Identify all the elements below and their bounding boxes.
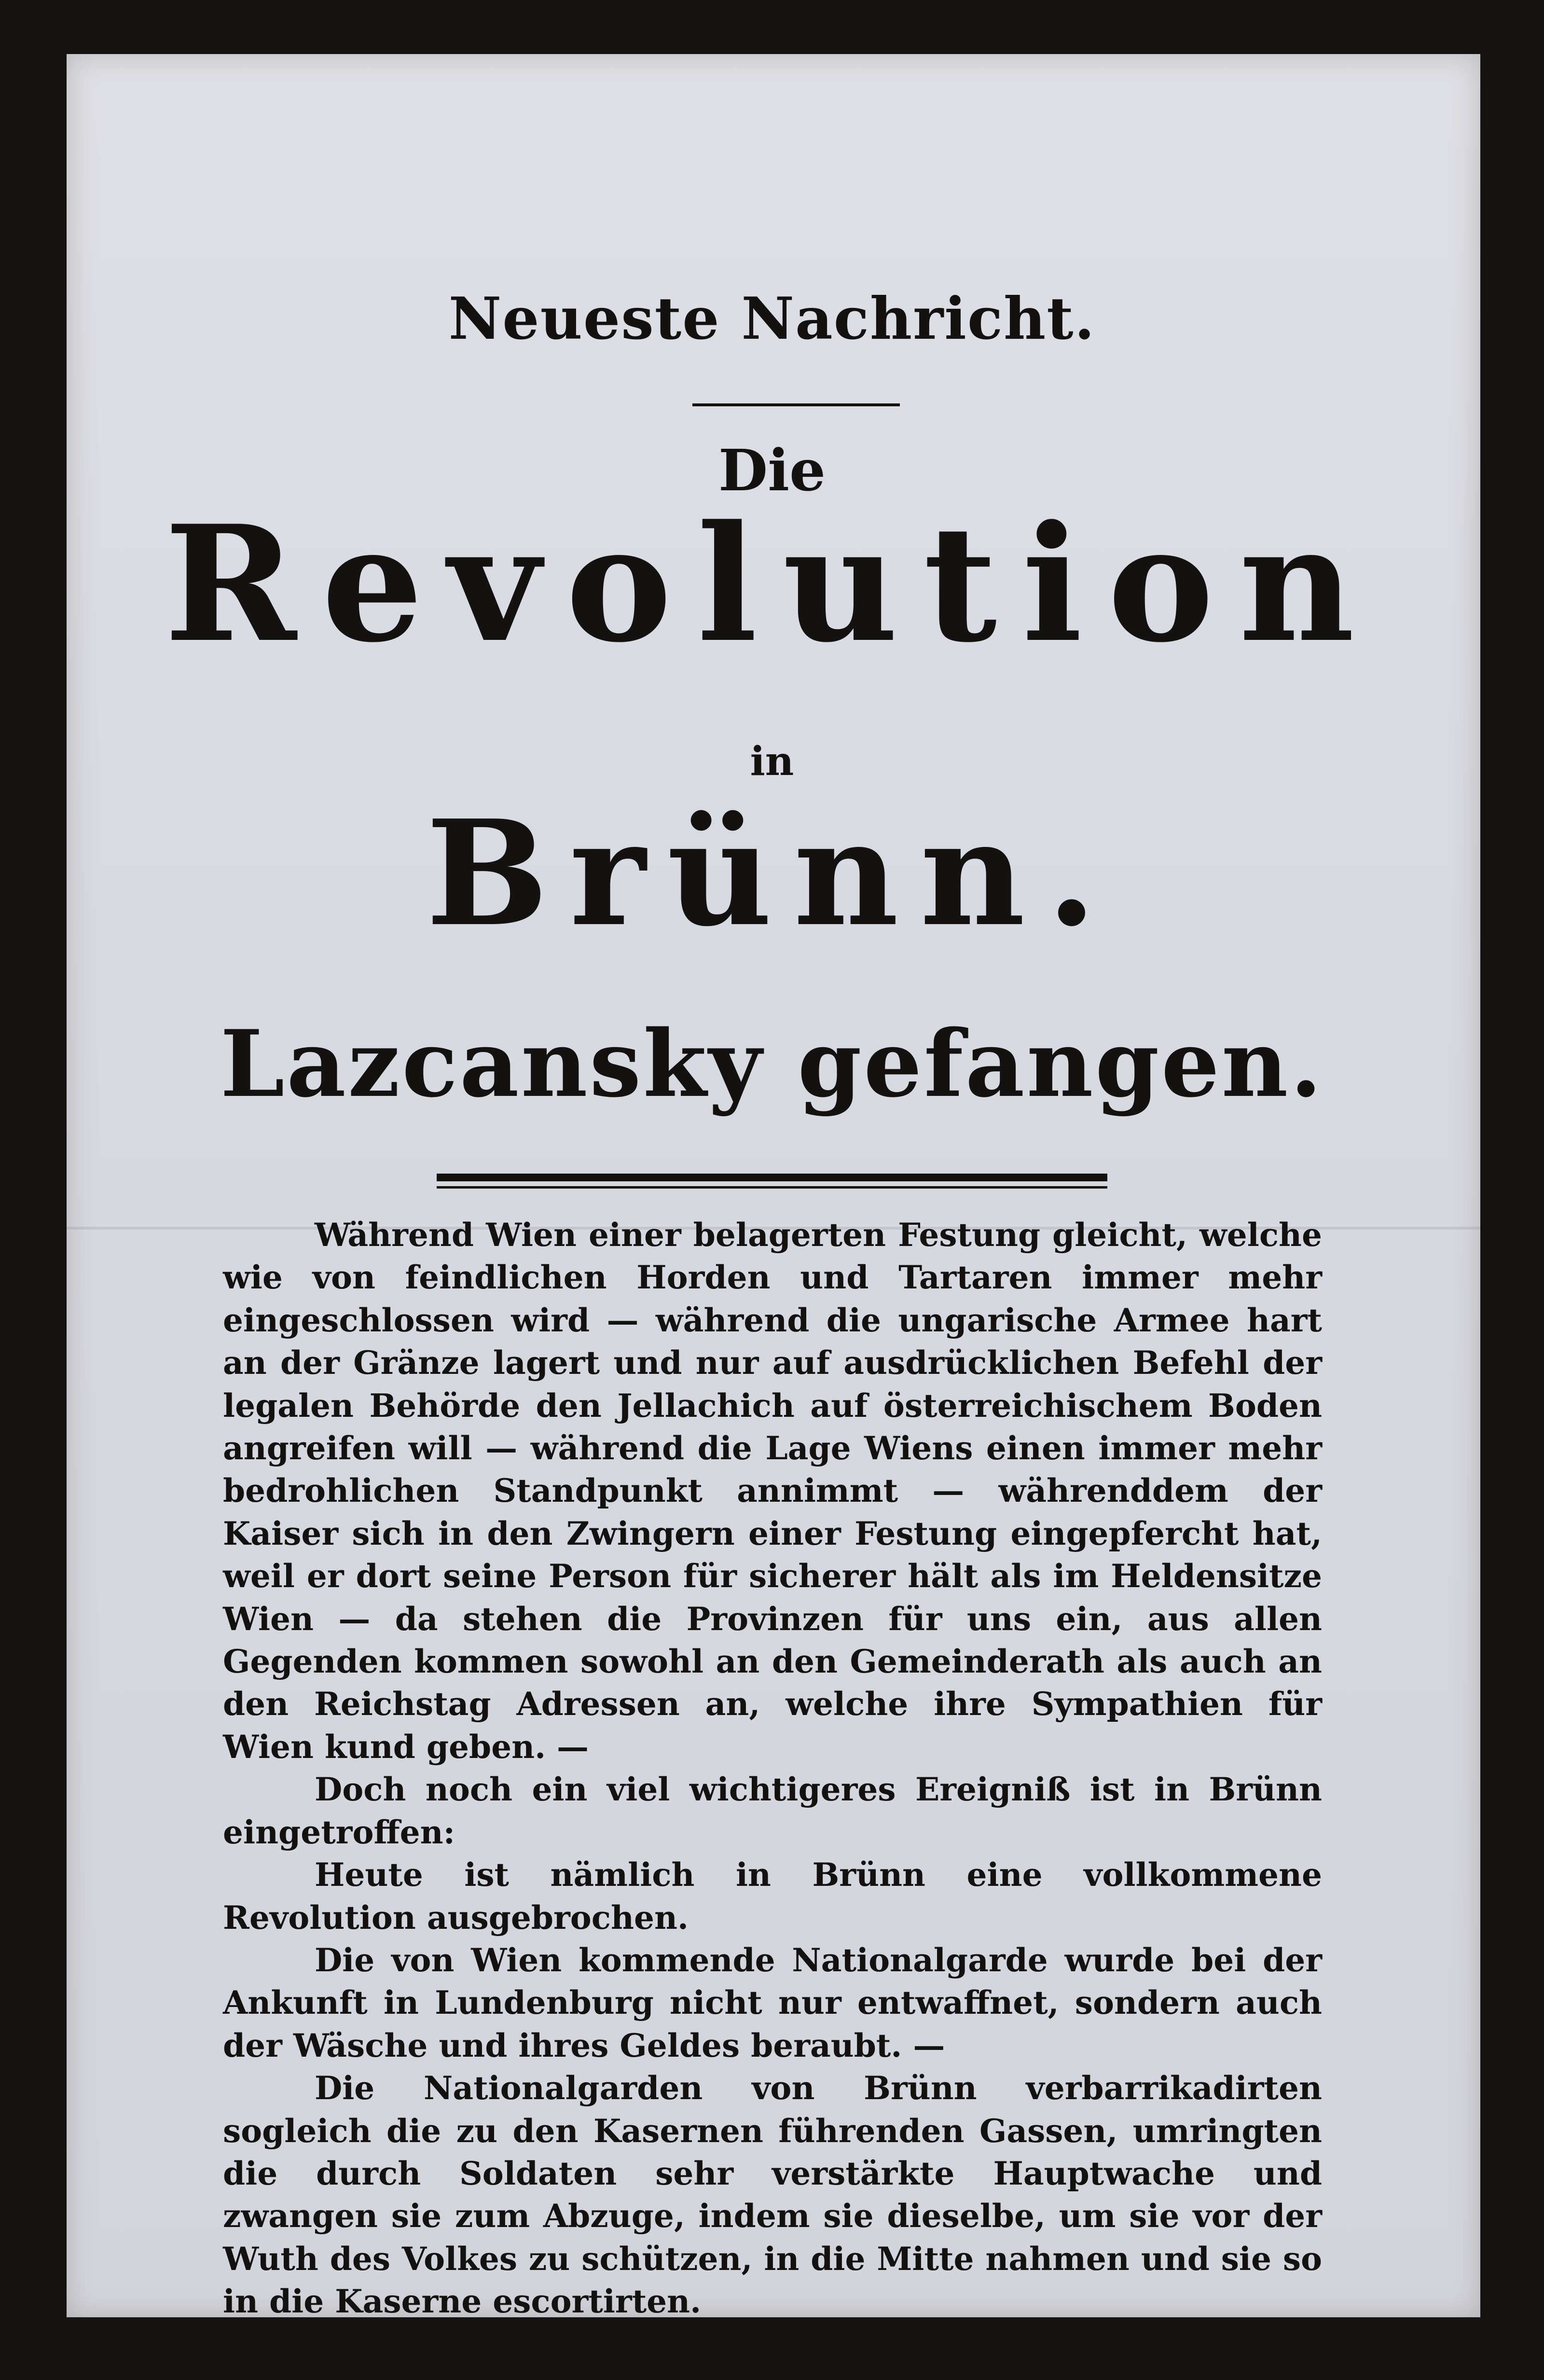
preposition-word: in [750,738,794,785]
body-text [223,1214,1322,2323]
paragraph-1: Während Wien einer belagerten Festung gleicht, welche wie von feindlichen Horden und Tartaren immer mehr eingeschlossen wird — während die ungarische Armee hart an der Gränze lagert und nur auf ausdrücklichen Befehl der legalen Behörde den Jellachich auf österreichischem Boden angreifen will — während die Lage Wiens einen immer mehr bedrohlichen Standpunkt annimmt — währenddem der Kaiser sich in den Zwingern einer Festung eingepfercht hat, weil er dort seine Person für sicherer hält als im Heldensitze Wien — da stehen die Provinzen für uns ein, aus allen Gegenden kommen sowohl an den Gemeinderath als auch an den Reichstag Adressen an, welche ihre Sympathien für Wien kund geben. — [223,1216,1322,1766]
place-headline: Brünn. [426,788,1118,958]
short-divider [692,403,900,406]
thin-divider [437,1186,1107,1189]
paragraph-4: Die von Wien kommende Nationalgarde wurde bei der Ankunft in Lundenburg nicht nur entwaffnet, sondern auch der Wäsche und ihres Geldes beraubt. — [223,1941,1322,2064]
thick-divider [437,1174,1107,1181]
paragraph-2: Doch noch ein viel wichtigeres Ereigniß ist in Brünn eingetroffen: [223,1771,1322,1851]
main-headline: Revolution [164,490,1380,678]
paragraph-3: Heute ist nämlich in Brünn eine vollkommene Revolution ausgebrochen. [223,1856,1322,1937]
sub-headline: Lazcansky gefangen. [220,1010,1324,1118]
article-word: Die [718,437,826,504]
kicker-heading: Neueste Nachricht. [448,285,1096,353]
paragraph-5: Die Nationalgarden von Brünn verbarrikadirten sogleich die zu den Kasernen führenden Gassen, umringten die durch Soldaten sehr verstärkte Hauptwache und zwangen sie zum Abzuge, indem sie dieselbe, um sie vor der Wuth des Volkes zu schützen, in die Mitte nahmen und sie so in die Kaserne escortirten. [223,2069,1322,2321]
